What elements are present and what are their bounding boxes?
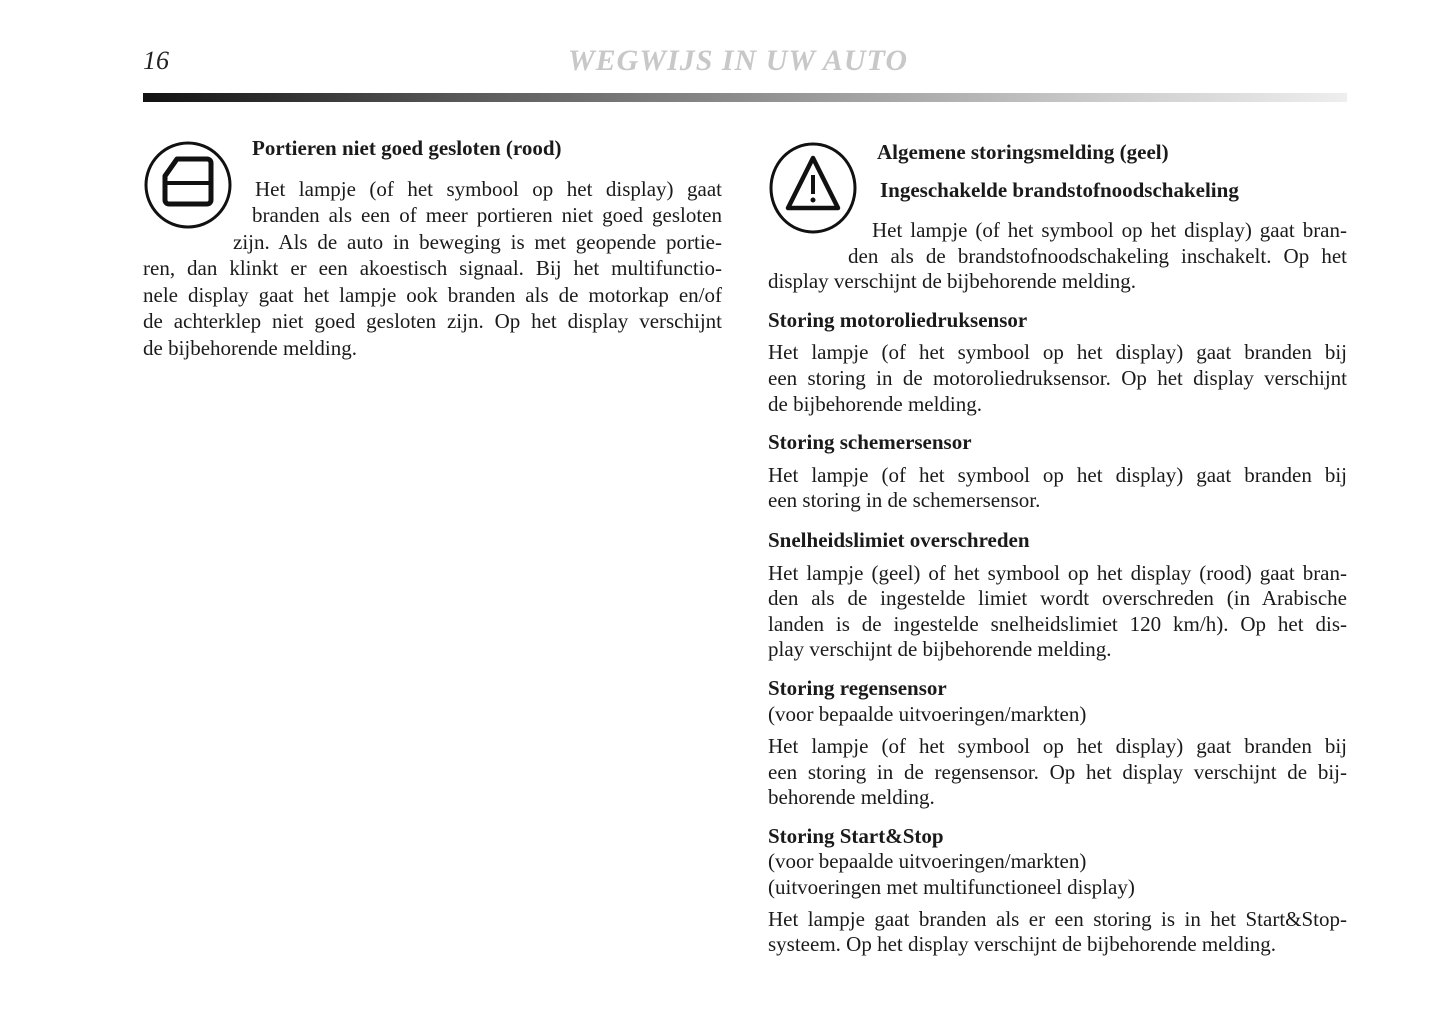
text-line: Het lampje (of het symbool op het display) gaat branden bij (768, 463, 1347, 487)
text-line: play verschijnt de bijbehorende melding. (768, 637, 1112, 661)
text-line: branden als een of meer portieren niet goed gesloten (252, 203, 722, 227)
door-open-icon (143, 140, 233, 230)
text-line: Het lampje (of het symbool op het display) gaat branden bij (768, 734, 1347, 758)
text-line: ren, dan klinkt er een akoestisch signaal. Bij het multifunctio- (143, 256, 722, 280)
section-note: (uitvoeringen met multifunctioneel display) (768, 875, 1135, 899)
section-heading: Snelheidslimiet overschreden (768, 528, 1030, 552)
text-line: behorende melding. (768, 785, 935, 809)
text-line: de bijbehorende melding. (143, 336, 358, 360)
text-line: een storing in de regensensor. Op het display verschijnt de bij- (768, 760, 1347, 784)
text-line: den als de brandstofnoodschakeling inschakelt. Op het (848, 244, 1347, 268)
text-line: Het lampje (of het symbool op het display) gaat (255, 177, 722, 201)
text-line: zijn. Als de auto in beweging is met geopende portie- (233, 230, 722, 254)
text-line: nele display gaat het lampje ook branden als de motorkap en/of (143, 283, 722, 307)
text-line: systeem. Op het display verschijnt de bijbehorende melding. (768, 932, 1276, 956)
heading-general-fault: Algemene storingsmelding (geel) (877, 140, 1169, 164)
section-title: WEGWIJS IN UW AUTO (568, 44, 909, 77)
text-line: een storing in de schemersensor. (768, 488, 1041, 512)
section-heading: Storing motoroliedruksensor (768, 308, 1028, 332)
text-line: Het lampje (geel) of het symbool op het display (rood) gaat bran- (768, 561, 1347, 585)
warning-triangle-icon (768, 142, 858, 234)
section-heading: Storing Start&Stop (768, 824, 944, 848)
heading-fuel-cutoff: Ingeschakelde brandstofnoodschakeling (880, 178, 1239, 202)
page-number: 16 (143, 46, 169, 75)
text-line: de achterklep niet goed gesloten zijn. Op het display verschijnt (143, 309, 722, 333)
text-line: een storing in de motoroliedruksensor. Op het display verschijnt (768, 366, 1347, 390)
section-note: (voor bepaalde uitvoeringen/markten) (768, 702, 1087, 726)
heading-doors-open: Portieren niet goed gesloten (rood) (252, 136, 562, 160)
text-line: landen is de ingestelde snelheidslimiet 120 km/h). Op het dis- (768, 612, 1347, 636)
text-line: Het lampje gaat branden als er een storing is in het Start&Stop- (768, 907, 1347, 931)
text-line: den als de ingestelde limiet wordt overschreden (in Arabische (768, 586, 1347, 610)
text-line: display verschijnt de bijbehorende melding. (768, 269, 1136, 293)
section-heading: Storing regensensor (768, 676, 947, 700)
section-note: (voor bepaalde uitvoeringen/markten) (768, 849, 1087, 873)
section-heading: Storing schemersensor (768, 430, 972, 454)
header-gradient-rule (143, 93, 1347, 102)
text-line: Het lampje (of het symbool op het display) gaat branden bij (768, 340, 1347, 364)
text-line: Het lampje (of het symbool op het display) gaat bran- (872, 218, 1347, 242)
text-line: de bijbehorende melding. (768, 392, 983, 416)
